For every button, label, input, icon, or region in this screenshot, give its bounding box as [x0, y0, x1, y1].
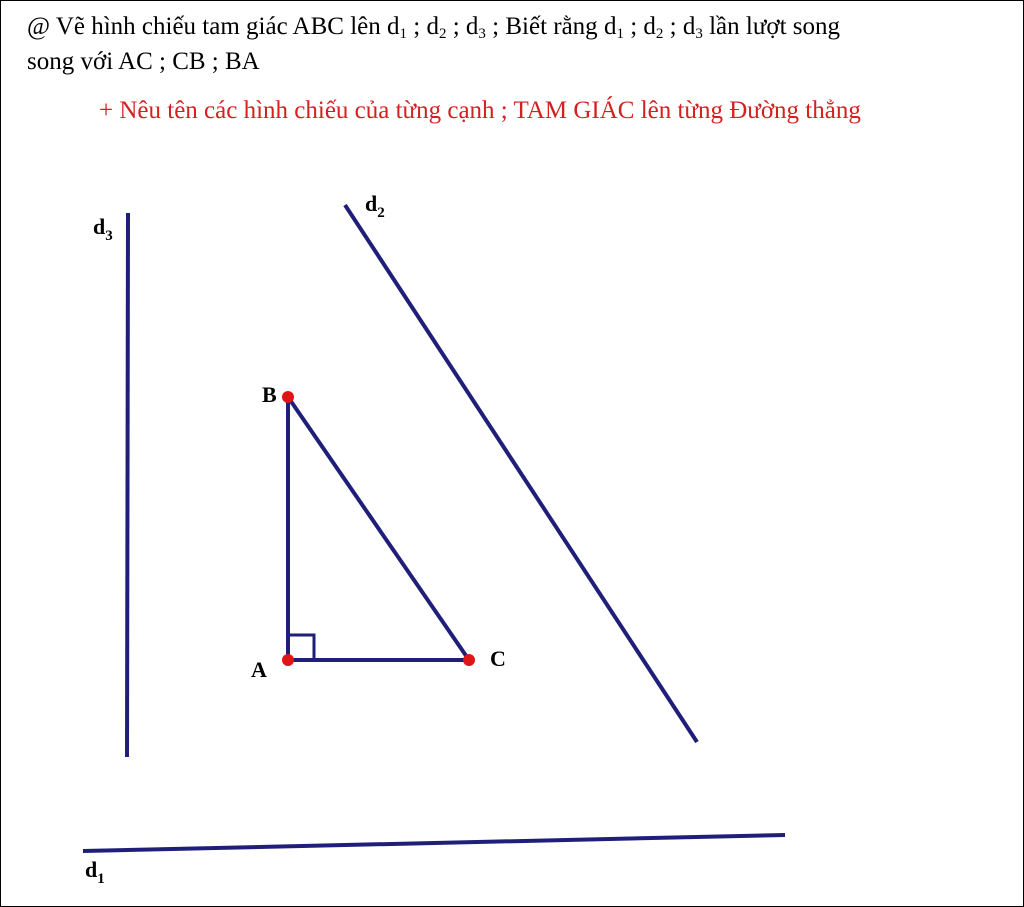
label-a: A	[251, 657, 267, 682]
label-d3: $d_3$	[93, 214, 113, 244]
problem-end-line1: lần lượt song	[702, 13, 841, 40]
line-d3	[127, 213, 128, 757]
geometry-figure	[1, 1, 1023, 906]
problem-line2: song với AC ; CB ; BA	[27, 48, 260, 75]
label-d2: $d_2$	[365, 191, 385, 221]
problem-given: ; Biết rằng	[485, 13, 604, 40]
label-c: C	[490, 646, 506, 671]
problem-statement: @ Vẽ hình chiếu tam giác ABC lên $d_1$ ; $d_2$ ; $d_3$ ; Biết rằng $d_1$ ; $d_2$ ; $d_3$ lần lượt song song với AC ; CB ; BA	[27, 13, 841, 75]
point-a	[282, 654, 294, 666]
point-b	[282, 391, 294, 403]
line-d1	[83, 835, 785, 851]
point-c	[463, 654, 475, 666]
problem-prefix: @ Vẽ hình chiếu tam giác ABC lên	[27, 13, 387, 40]
label-d1: $d_1$	[85, 857, 105, 887]
label-b: B	[262, 382, 277, 407]
side-bc	[288, 397, 469, 660]
instruction-text: + Nêu tên các hình chiếu của từng cạnh ; TAM GIÁC lên từng Đường thẳng	[99, 97, 861, 124]
